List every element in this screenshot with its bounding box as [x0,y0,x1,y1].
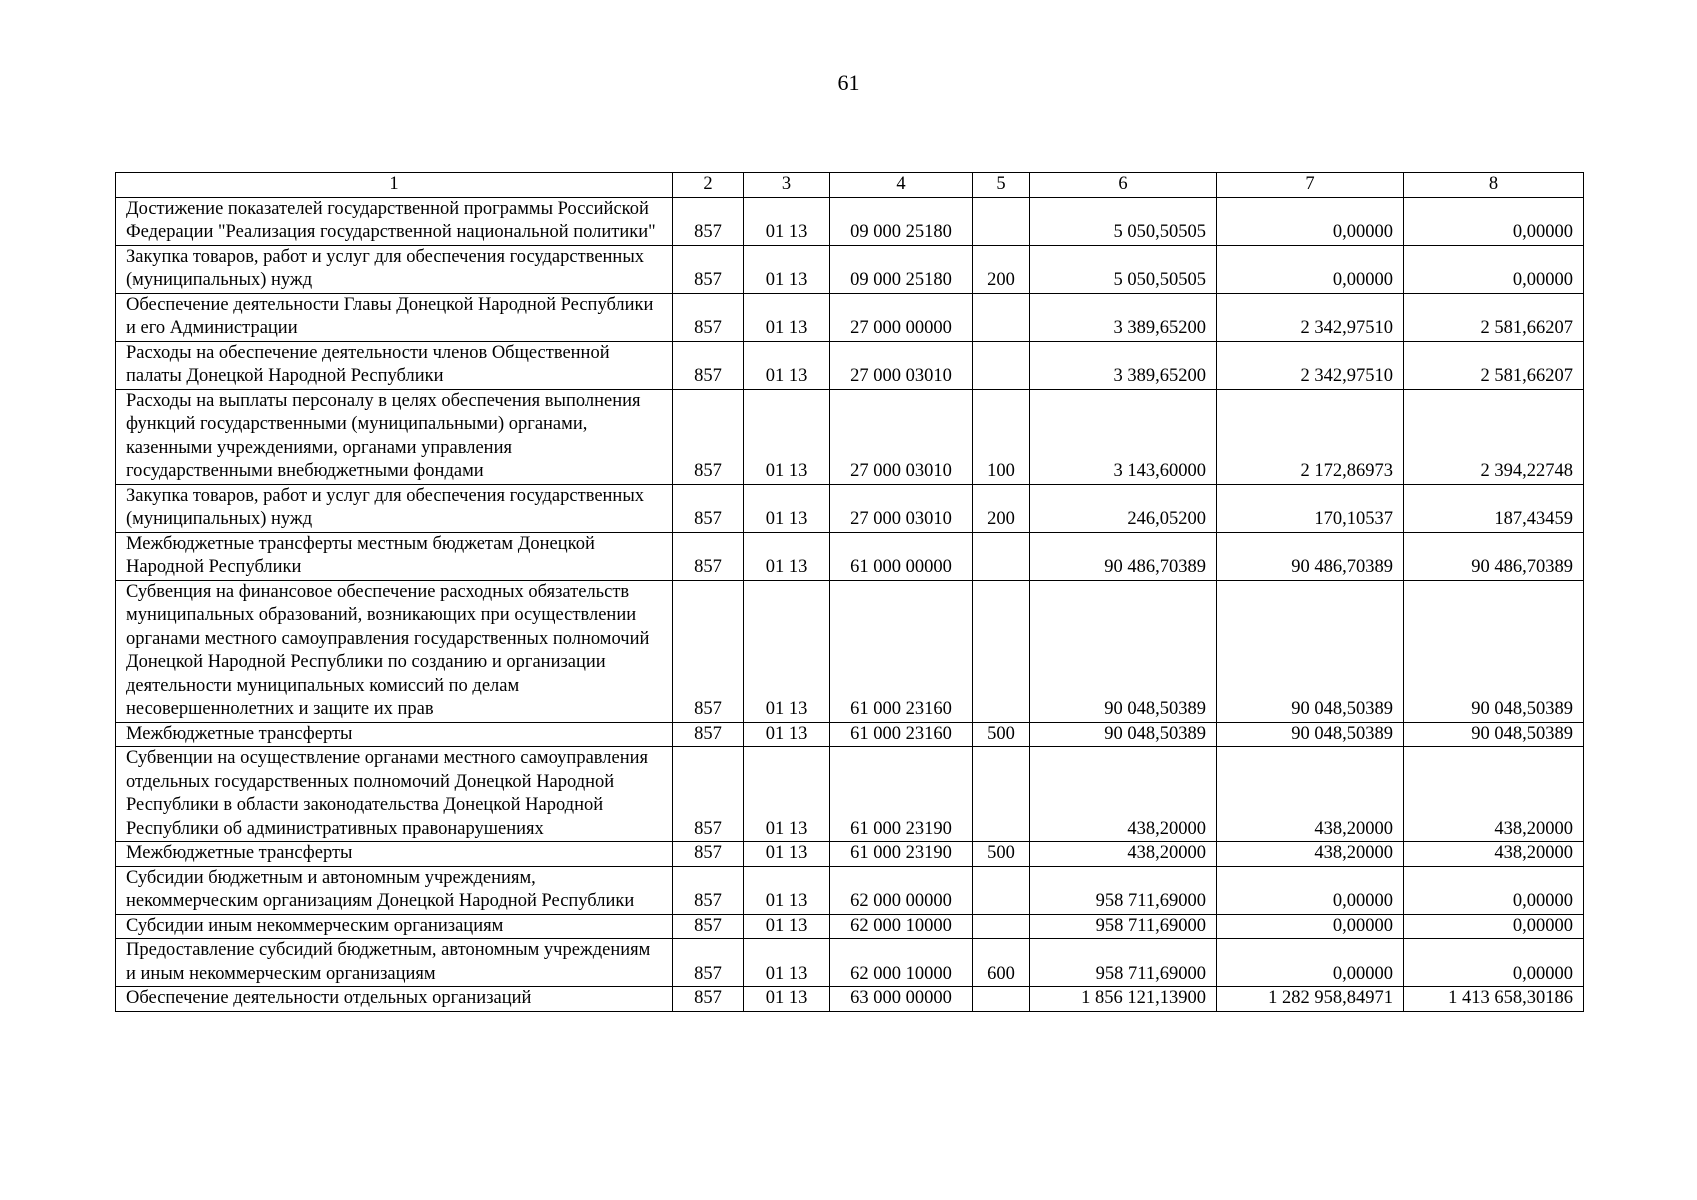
amount-col7-cell: 2 172,86973 [1217,389,1404,484]
department-code-cell: 857 [673,197,744,245]
expenditure-name-cell: Обеспечение деятельности Главы Донецкой Народной Республики и его Администрации [116,293,673,341]
amount-col8-cell: 0,00000 [1404,866,1584,914]
section-code-cell: 01 13 [744,747,830,842]
expense-type-cell: 100 [973,389,1030,484]
target-article-cell: 61 000 23190 [830,842,973,867]
department-code-cell: 857 [673,389,744,484]
amount-col6-cell: 3 143,60000 [1030,389,1217,484]
section-code-cell: 01 13 [744,197,830,245]
amount-col7-cell: 90 048,50389 [1217,580,1404,722]
expense-type-cell: 500 [973,842,1030,867]
amount-col7-cell: 438,20000 [1217,842,1404,867]
table-row [116,866,1584,914]
expenditure-name-cell: Закупка товаров, работ и услуг для обеспечения государственных (муниципальных) нужд [116,245,673,293]
section-code-cell: 01 13 [744,866,830,914]
target-article-cell: 61 000 23160 [830,580,973,722]
amount-col6-cell: 5 050,50505 [1030,197,1217,245]
expense-type-cell: 600 [973,939,1030,987]
amount-col6-cell: 90 048,50389 [1030,722,1217,747]
department-code-cell: 857 [673,987,744,1012]
department-code-cell: 857 [673,484,744,532]
column-header: 5 [973,173,1030,198]
amount-col7-cell: 438,20000 [1217,747,1404,842]
section-code-cell: 01 13 [744,245,830,293]
section-code-cell: 01 13 [744,580,830,722]
table-row [116,245,1584,293]
amount-col7-cell: 0,00000 [1217,939,1404,987]
amount-col7-cell: 90 486,70389 [1217,532,1404,580]
target-article-cell: 61 000 23160 [830,722,973,747]
column-header: 4 [830,173,973,198]
target-article-cell: 27 000 03010 [830,341,973,389]
target-article-cell: 61 000 23190 [830,747,973,842]
table-row [116,747,1584,842]
section-code-cell: 01 13 [744,842,830,867]
amount-col8-cell: 2 581,66207 [1404,341,1584,389]
expenditure-name-cell: Субвенция на финансовое обеспечение расходных обязательств муниципальных образований, возникающих при осуществлении органами местного самоуправления государственных полномочий Донецкой Народной Республики по созданию и организации деятельности муниципальных комиссий по делам несовершеннолетних и защите их прав [116,580,673,722]
amount-col8-cell: 438,20000 [1404,747,1584,842]
amount-col8-cell: 90 048,50389 [1404,722,1584,747]
column-header: 1 [116,173,673,198]
expenditure-name-cell: Межбюджетные трансферты [116,842,673,867]
department-code-cell: 857 [673,939,744,987]
section-code-cell: 01 13 [744,293,830,341]
column-header: 2 [673,173,744,198]
amount-col6-cell: 3 389,65200 [1030,293,1217,341]
expenditure-name-cell: Закупка товаров, работ и услуг для обеспечения государственных (муниципальных) нужд [116,484,673,532]
section-code-cell: 01 13 [744,914,830,939]
section-code-cell: 01 13 [744,532,830,580]
expense-type-cell: 200 [973,484,1030,532]
table-row [116,914,1584,939]
table-row [116,842,1584,867]
target-article-cell: 62 000 10000 [830,939,973,987]
amount-col7-cell: 0,00000 [1217,245,1404,293]
table-row [116,389,1584,484]
target-article-cell: 62 000 10000 [830,914,973,939]
table-row [116,484,1584,532]
expense-type-cell [973,987,1030,1012]
budget-table [115,172,1584,1012]
amount-col6-cell: 90 048,50389 [1030,580,1217,722]
amount-col8-cell: 438,20000 [1404,842,1584,867]
target-article-cell: 27 000 03010 [830,484,973,532]
amount-col8-cell: 0,00000 [1404,245,1584,293]
amount-col8-cell: 0,00000 [1404,197,1584,245]
amount-col8-cell: 187,43459 [1404,484,1584,532]
table-row [116,197,1584,245]
amount-col7-cell: 170,10537 [1217,484,1404,532]
amount-col6-cell: 438,20000 [1030,747,1217,842]
target-article-cell: 62 000 00000 [830,866,973,914]
expense-type-cell: 500 [973,722,1030,747]
expense-type-cell [973,914,1030,939]
amount-col7-cell: 90 048,50389 [1217,722,1404,747]
target-article-cell: 27 000 03010 [830,389,973,484]
expenditure-name-cell: Межбюджетные трансферты местным бюджетам Донецкой Народной Республики [116,532,673,580]
expense-type-cell: 200 [973,245,1030,293]
amount-col6-cell: 5 050,50505 [1030,245,1217,293]
amount-col8-cell: 0,00000 [1404,939,1584,987]
department-code-cell: 857 [673,341,744,389]
expenditure-name-cell: Достижение показателей государственной программы Российской Федерации "Реализация государственной национальной политики" [116,197,673,245]
expenditure-name-cell: Предоставление субсидий бюджетным, автономным учреждениям и иным некоммерческим организациям [116,939,673,987]
section-code-cell: 01 13 [744,389,830,484]
amount-col8-cell: 1 413 658,30186 [1404,987,1584,1012]
table-row [116,293,1584,341]
table-row [116,580,1584,722]
expense-type-cell [973,747,1030,842]
amount-col6-cell: 438,20000 [1030,842,1217,867]
amount-col6-cell: 1 856 121,13900 [1030,987,1217,1012]
expense-type-cell [973,580,1030,722]
target-article-cell: 27 000 00000 [830,293,973,341]
section-code-cell: 01 13 [744,484,830,532]
target-article-cell: 61 000 00000 [830,532,973,580]
expenditure-name-cell: Межбюджетные трансферты [116,722,673,747]
expenditure-name-cell: Субвенции на осуществление органами местного самоуправления отдельных государственных полномочий Донецкой Народной Республики в области законодательства Донецкой Народной Республики об административных правонарушениях [116,747,673,842]
expense-type-cell [973,866,1030,914]
column-header: 3 [744,173,830,198]
department-code-cell: 857 [673,532,744,580]
amount-col7-cell: 2 342,97510 [1217,293,1404,341]
amount-col7-cell: 0,00000 [1217,914,1404,939]
department-code-cell: 857 [673,580,744,722]
section-code-cell: 01 13 [744,987,830,1012]
amount-col6-cell: 958 711,69000 [1030,939,1217,987]
table-row [116,722,1584,747]
department-code-cell: 857 [673,914,744,939]
expense-type-cell [973,532,1030,580]
department-code-cell: 857 [673,245,744,293]
page-number: 61 [837,70,860,95]
amount-col7-cell: 2 342,97510 [1217,341,1404,389]
amount-col8-cell: 2 581,66207 [1404,293,1584,341]
column-header: 8 [1404,173,1584,198]
amount-col7-cell: 0,00000 [1217,197,1404,245]
table-row [116,987,1584,1012]
target-article-cell: 09 000 25180 [830,245,973,293]
expenditure-name-cell: Обеспечение деятельности отдельных организаций [116,987,673,1012]
amount-col8-cell: 90 486,70389 [1404,532,1584,580]
expense-type-cell [973,293,1030,341]
department-code-cell: 857 [673,842,744,867]
target-article-cell: 09 000 25180 [830,197,973,245]
amount-col7-cell: 1 282 958,84971 [1217,987,1404,1012]
expenditure-name-cell: Расходы на выплаты персоналу в целях обеспечения выполнения функций государственными (муниципальными) органами, казенными учреждениями, органами управления государственными внебюджетными фондами [116,389,673,484]
department-code-cell: 857 [673,722,744,747]
section-code-cell: 01 13 [744,939,830,987]
expenditure-name-cell: Субсидии бюджетным и автономным учреждениям, некоммерческим организациям Донецкой Народной Республики [116,866,673,914]
expenditure-name-cell: Расходы на обеспечение деятельности членов Общественной палаты Донецкой Народной Республики [116,341,673,389]
amount-col6-cell: 958 711,69000 [1030,914,1217,939]
column-header: 6 [1030,173,1217,198]
table-row [116,939,1584,987]
department-code-cell: 857 [673,866,744,914]
expenditure-name-cell: Субсидии иным некоммерческим организациям [116,914,673,939]
amount-col6-cell: 958 711,69000 [1030,866,1217,914]
section-code-cell: 01 13 [744,341,830,389]
column-number-row [116,173,1584,198]
amount-col8-cell: 90 048,50389 [1404,580,1584,722]
amount-col8-cell: 2 394,22748 [1404,389,1584,484]
department-code-cell: 857 [673,293,744,341]
section-code-cell: 01 13 [744,722,830,747]
column-header: 7 [1217,173,1404,198]
department-code-cell: 857 [673,747,744,842]
amount-col7-cell: 0,00000 [1217,866,1404,914]
amount-col8-cell: 0,00000 [1404,914,1584,939]
table-row [116,532,1584,580]
expense-type-cell [973,197,1030,245]
table-row [116,341,1584,389]
amount-col6-cell: 3 389,65200 [1030,341,1217,389]
amount-col6-cell: 90 486,70389 [1030,532,1217,580]
expense-type-cell [973,341,1030,389]
amount-col6-cell: 246,05200 [1030,484,1217,532]
target-article-cell: 63 000 00000 [830,987,973,1012]
